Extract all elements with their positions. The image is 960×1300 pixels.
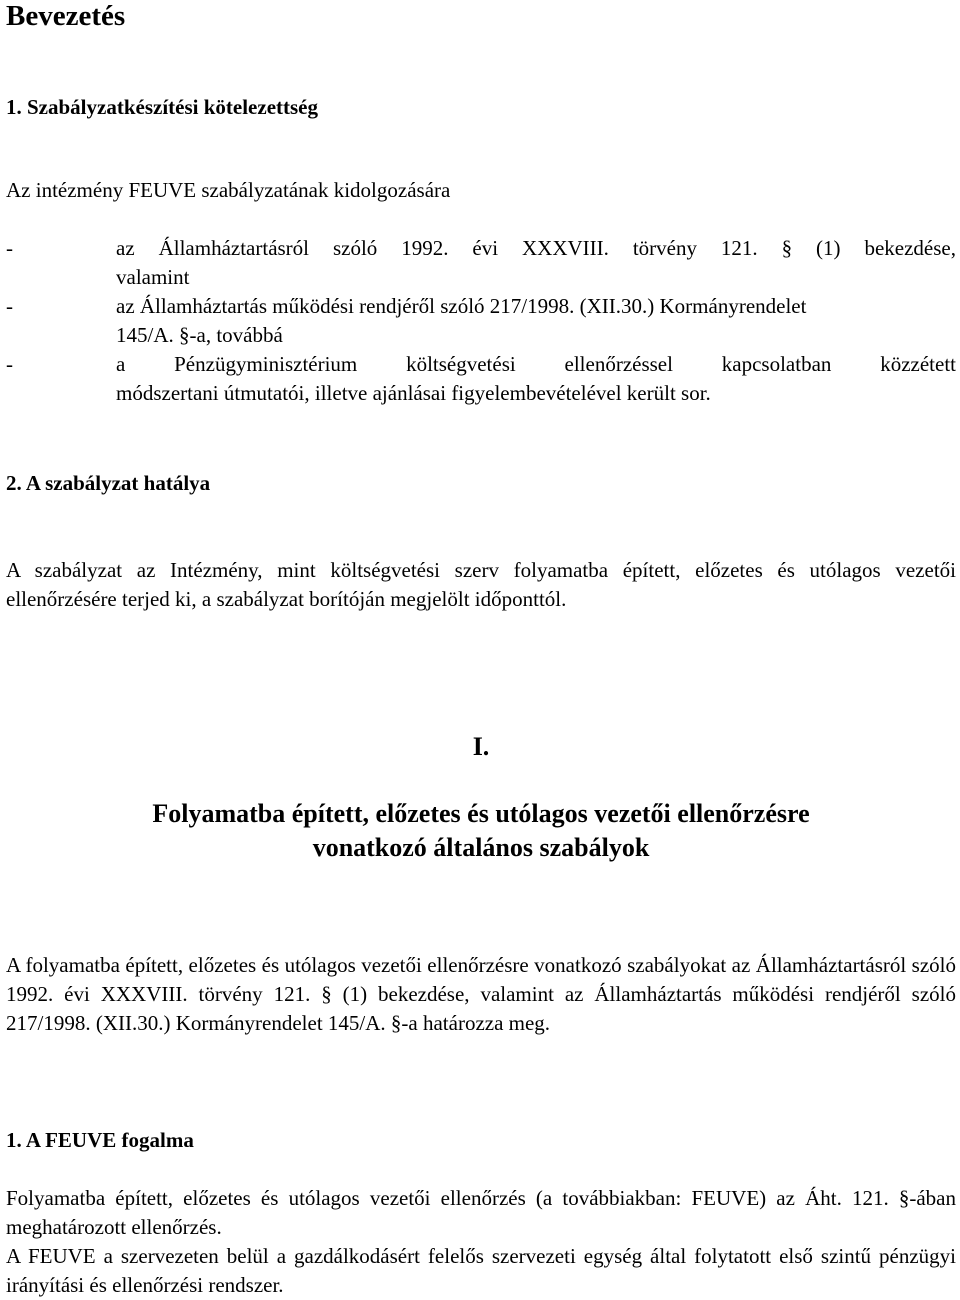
section3-paragraph-1: Folyamatba épített, előzetes és utólagos vezetői ellenőrzés (a továbbiakban: FEUVE) az Áht. 121. §-ában meghatározott ellenőrzés. — [6, 1186, 956, 1239]
section2-paragraph: A szabályzat az Intézmény, mint költségvetési szerv folyamatba épített, előzetes és utólagos vezetői ellenőrzésére terjed ki, a szabályzat borítóján megjelölt időponttól. — [6, 558, 956, 611]
list-dash: - — [6, 352, 13, 376]
chapter-title-line: Folyamatba épített, előzetes és utólagos vezetői ellenőrzésre — [152, 799, 810, 828]
list-item — [6, 350, 956, 379]
chapter-title-line: vonatkozó általános szabályok — [312, 833, 650, 862]
chapter-roman-numeral: I. — [472, 732, 490, 761]
list-item-line: módszertani útmutatói, illetve ajánlásai figyelembevételével került sor. — [116, 381, 711, 405]
chapter-title — [6, 797, 956, 865]
list-item-line: valamint — [116, 265, 190, 289]
list-item-continuation — [6, 321, 956, 350]
list-item-line: 145/A. §-a, továbbá — [116, 323, 283, 347]
list-item — [6, 234, 956, 263]
list-item-line: az Államháztartás működési rendjéről szóló 217/1998. (XII.30.) Kormányrendelet — [116, 294, 807, 318]
section3-paragraph-2: A FEUVE a szervezeten belül a gazdálkodásért felelős szervezeti egység által folytatott első szintű pénzügyi irányítási és ellenőrzési rendszer. — [6, 1244, 956, 1297]
section-heading-szabalyzatkeszitesi: 1. Szabályzatkészítési kötelezettség — [6, 95, 318, 119]
list-item-continuation — [6, 379, 956, 408]
list-dash: - — [6, 294, 13, 318]
section1-intro: Az intézmény FEUVE szabályzatának kidolgozására — [6, 178, 451, 202]
chapter-paragraph: A folyamatba épített, előzetes és utólagos vezetői ellenőrzésre vonatkozó szabályokat az Államháztartásról szóló 1992. évi XXXVIII. törvény 121. § (1) bekezdése, valamint az Államháztartás működési rendjéről szóló 217/1998. (XII.30.) Kormányrendelet 145/A. §-a határozza meg. — [6, 953, 956, 1035]
section-heading-hatalya: 2. A szabályzat hatálya — [6, 471, 211, 495]
list-item-continuation — [6, 263, 956, 292]
document-title: Bevezetés — [6, 0, 126, 32]
list-item-line: az Államháztartásról szóló 1992. évi XXXVIII. törvény 121. § (1) bekezdése, — [116, 236, 956, 260]
list-item-line: a Pénzügyminisztérium költségvetési ellenőrzéssel kapcsolatban közzétett — [116, 352, 956, 376]
list-item — [6, 292, 956, 321]
section-heading-feuve-fogalma: 1. A FEUVE fogalma — [6, 1128, 194, 1152]
list-dash: - — [6, 236, 13, 260]
